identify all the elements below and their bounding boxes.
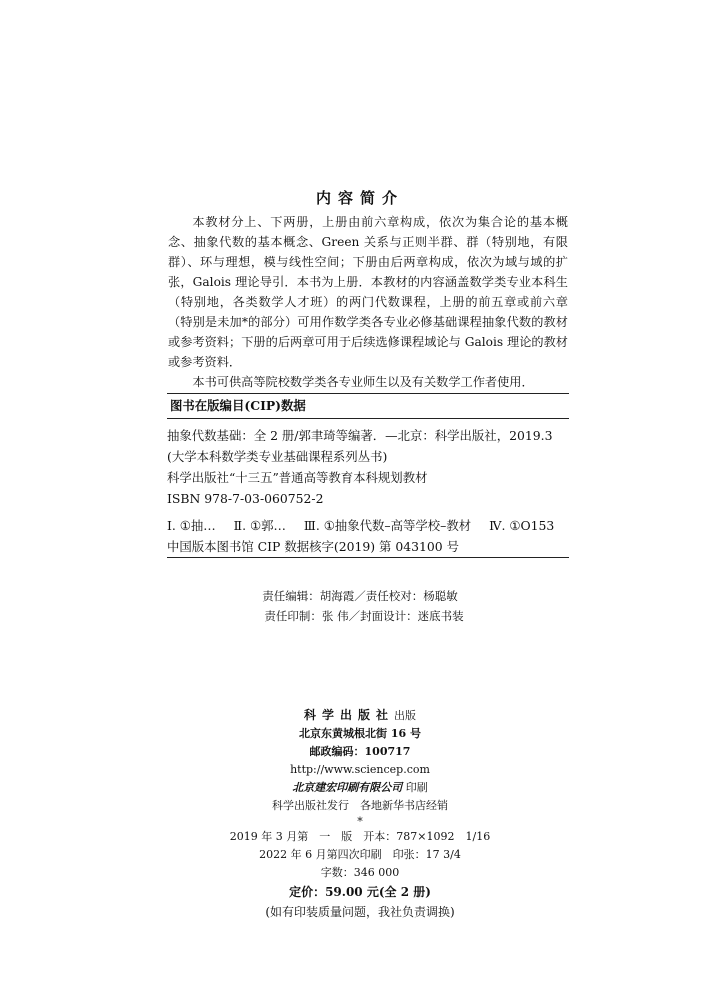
quality-notice: (如有印装质量问题，我社负责调换) xyxy=(265,905,455,919)
cip-bottom-rule xyxy=(167,557,569,558)
summary-paragraph-2: 本书可供高等院校数学类各专业师生以及有关数学工作者使用． xyxy=(192,375,534,389)
credits-line-2: 责任印制：张 伟／封面设计：迷底书装 xyxy=(264,609,464,623)
publication-info xyxy=(0,706,720,922)
publisher-action: 出版 xyxy=(394,709,416,722)
summary-paragraph-1: 本教材分上、下两册，上册由前六章构成，依次为集合论的基本概念、抽象代数的基本概念、Green 关系与正则半群、群（特别地，有限群）、环与理想，模与线性空间；下册由后两章构成，依次为域与域的扩张，Galois 理论导引．本书为上册．本教材的内容涵盖数学类专业本科生（特别地，各类数学人才班）的两门代数课程，上册的前五章或前六章（特别是未加*的部分）可用作数学类各专业必修基础课程抽象代数的教材或参考资料；下册的后两章可用于后续选修课程域论与 Galois 理论的教材或参考资料． xyxy=(168,215,568,369)
edition-line: 2019 年 3 月第 一 版 开本：787×1092 1/16 xyxy=(229,830,491,843)
cip-title-line: 抽象代数基础：全 2 册/郭聿琦等编著．—北京：科学出版社，2019.3 xyxy=(167,428,553,443)
wordcount-line: 字数：346 000 xyxy=(320,866,400,879)
cip-heading: 图书在版编目(CIP)数据 xyxy=(170,398,306,413)
cip-class-1: Ⅰ. ①抽… xyxy=(167,518,216,533)
separator-star: * xyxy=(357,815,363,828)
distribution-line: 科学出版社发行 各地新华书店经销 xyxy=(272,799,448,812)
printer-action: 印刷 xyxy=(405,781,428,794)
printing-line: 2022 年 6 月第四次印刷 印张：17 3/4 xyxy=(259,848,461,861)
publisher-name: 科学出版社 xyxy=(303,708,394,722)
credits-line-1: 责任编辑：胡海霞／责任校对：杨聪敏 xyxy=(262,589,458,603)
cip-class-2: Ⅱ. ①郭… xyxy=(233,518,286,533)
cip-isbn: ISBN 978-7-03-060752-2 xyxy=(167,491,324,506)
publisher-postcode: 邮政编码：100717 xyxy=(309,745,411,758)
cip-record-number: 中国版本图书馆 CIP 数据核字(2019) 第 043100 号 xyxy=(167,539,459,554)
cip-class-4: Ⅳ. ①O153 xyxy=(489,518,555,533)
staff-credits xyxy=(0,586,720,626)
page-title: 内容简介 xyxy=(315,189,404,207)
price-line: 定价：59.00 元(全 2 册) xyxy=(289,885,431,899)
cip-data-block xyxy=(167,393,569,558)
cip-classification xyxy=(167,515,569,536)
cip-program-line: 科学出版社“十三五”普通高等教育本科规划教材 xyxy=(167,470,428,485)
printer-name: 北京建宏印刷有限公司 xyxy=(292,781,403,794)
book-summary xyxy=(168,212,568,392)
cip-class-3: Ⅲ. ①抽象代数–高等学校–教材 xyxy=(303,518,472,533)
publisher-address: 北京东黄城根北街 16 号 xyxy=(299,727,421,740)
publisher-url: http://www.sciencep.com xyxy=(290,763,430,776)
cip-series-line: (大学本科数学类专业基础课程系列丛书) xyxy=(167,449,388,464)
